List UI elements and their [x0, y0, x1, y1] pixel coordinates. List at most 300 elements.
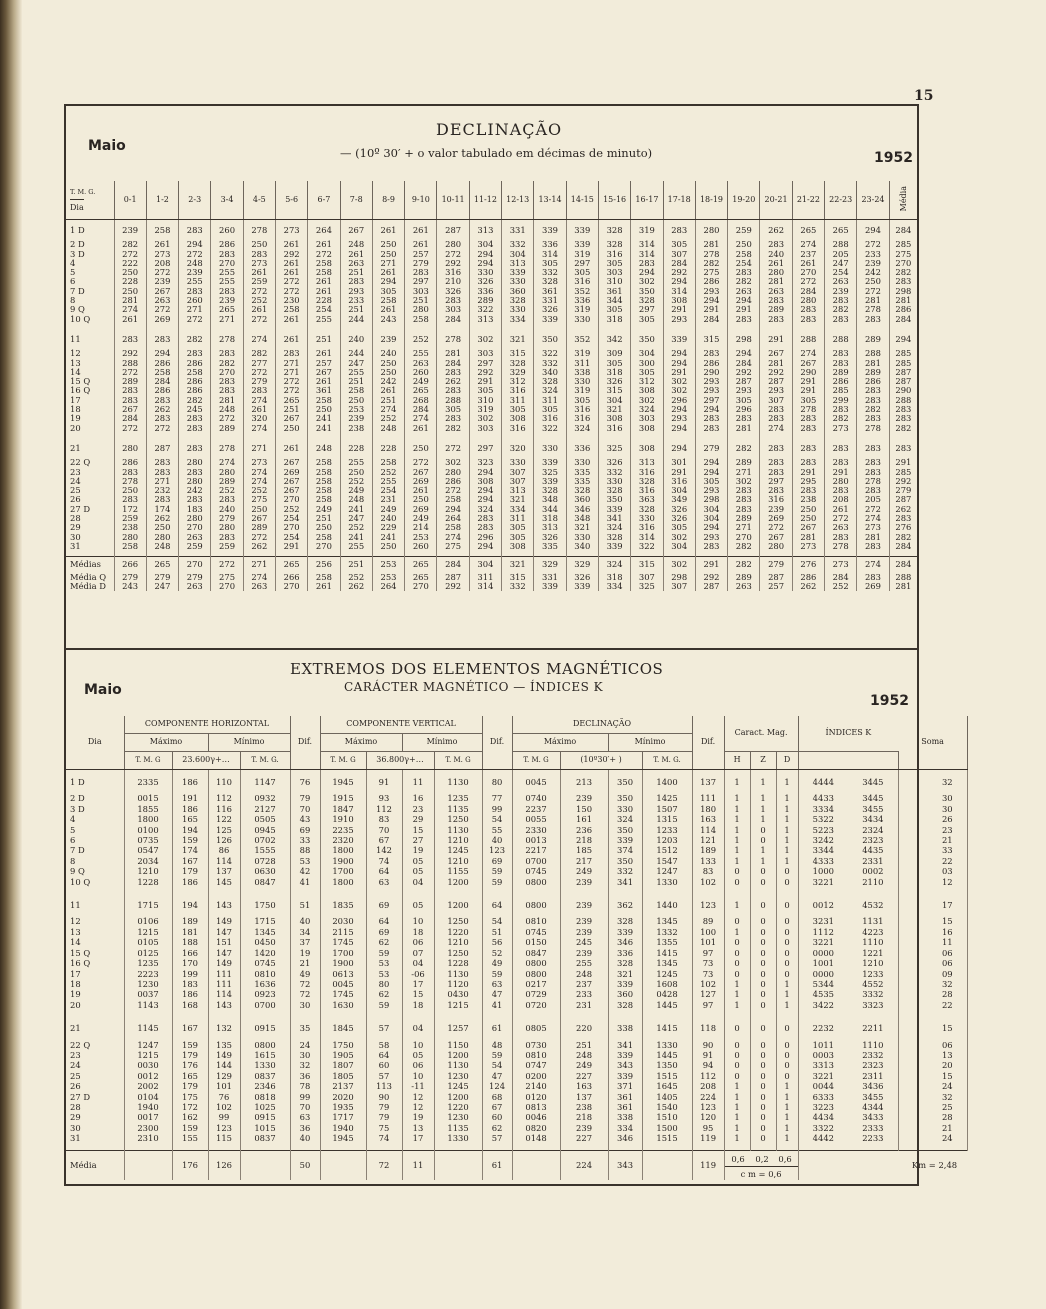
summary-value: 252: [340, 573, 372, 582]
hourly-value: 283: [179, 468, 211, 477]
hourly-value: 294: [469, 486, 501, 495]
hour-header: 17-18: [663, 181, 695, 220]
h-min-time: 0700: [240, 1000, 290, 1016]
hourly-value: 280: [114, 533, 146, 542]
h-max-value: 189: [172, 916, 208, 926]
day-label: 26: [66, 495, 114, 504]
daily-mean: 285: [895, 467, 912, 477]
k-index-2: 4532: [848, 893, 898, 916]
hourly-value: 330: [469, 268, 501, 277]
table-row: [66, 495, 917, 504]
hourly-value: 326: [469, 277, 501, 286]
v-max-value: 64: [366, 916, 402, 926]
summary-label: Média: [66, 1150, 124, 1180]
h-dif: 79: [290, 793, 320, 803]
h-max-time: 0104: [124, 1092, 172, 1102]
hourly-value: 232: [146, 486, 178, 495]
hourly-value: 294: [372, 277, 404, 286]
v-min-value: 06: [402, 1060, 434, 1070]
summary-value: 253: [372, 557, 404, 573]
hdr-d-max: Máximo: [512, 734, 608, 752]
hourly-value: 251: [340, 305, 372, 314]
k-soma: 09: [898, 969, 967, 979]
k-soma: 33: [898, 845, 967, 855]
hourly-value: 267: [243, 514, 275, 523]
hour-header: 23-24: [857, 181, 889, 220]
h-min-value: 102: [208, 1102, 240, 1112]
d-max-value: 217: [560, 856, 608, 866]
k-index-1: 4535: [812, 989, 834, 1000]
hourly-value: 282: [243, 349, 275, 358]
h-min-value: 143: [208, 893, 240, 916]
hourly-value: 322: [469, 305, 501, 314]
hourly-value: 269: [405, 477, 437, 486]
h-min-time: 0745: [240, 958, 290, 968]
d-max-value: 231: [560, 1000, 608, 1016]
day-label: 2 D: [66, 240, 114, 249]
k-index-1: 4434: [812, 1112, 834, 1123]
hourly-value: 272: [179, 315, 211, 329]
day-label: 21: [66, 1016, 124, 1039]
v-dif: 123: [482, 845, 512, 855]
hourly-value: 254: [825, 268, 857, 277]
d-max-value: 251: [560, 1040, 608, 1050]
h-dif: 41: [290, 877, 320, 893]
v-dif: 99: [482, 804, 512, 814]
day-label: 13: [66, 359, 114, 368]
hourly-value: 282: [728, 542, 760, 557]
d-min-time: 1355: [642, 937, 692, 947]
hourly-value: 308: [663, 296, 695, 305]
v-min-time: 1230: [434, 1112, 482, 1122]
hourly-value: 269: [275, 468, 307, 477]
hourly-value: 360: [566, 495, 598, 504]
d-min-value: 334: [608, 1123, 642, 1133]
hourly-value: 291: [663, 305, 695, 314]
hour-header: 12-13: [502, 181, 534, 220]
k-soma: 28: [898, 1112, 967, 1122]
k-index-1: 5223: [812, 824, 834, 835]
hourly-value: 261: [308, 277, 340, 286]
v-min-value: 05: [402, 1050, 434, 1060]
v-min-value: 05: [402, 866, 434, 876]
hourly-value: 270: [211, 368, 243, 377]
hourly-value: 258: [728, 250, 760, 259]
hourly-value: 318: [598, 315, 630, 329]
char-d: 0: [776, 958, 798, 968]
d-max-value: 249: [560, 866, 608, 876]
hourly-value: 340: [566, 542, 598, 557]
char-d: 1: [776, 835, 798, 845]
hourly-value: 272: [146, 268, 178, 277]
hourly-value: 265: [211, 305, 243, 314]
k-index-2: 3445: [848, 793, 898, 803]
summary-value: 253: [372, 573, 404, 582]
hourly-value: 242: [372, 377, 404, 386]
hourly-value: 248: [308, 438, 340, 458]
h-min-value: 143: [208, 1000, 240, 1016]
hourly-value: 278: [437, 329, 469, 349]
bottom-subtitle: CARÁCTER MAGNÉTICO — ÍNDICES K: [344, 680, 604, 694]
hourly-value: 330: [502, 277, 534, 286]
v-max-value: 79: [366, 1102, 402, 1112]
hourly-value: 283: [760, 458, 792, 467]
hourly-value: 294: [728, 349, 760, 358]
d-max-time: 0217: [512, 979, 560, 989]
hourly-value: 278: [857, 424, 889, 438]
hourly-value: 292: [663, 268, 695, 277]
k-index-2: 4344: [848, 1102, 898, 1112]
d-max-value: 239: [560, 893, 608, 916]
hourly-value: 297: [695, 396, 727, 405]
v-max-value: 58: [366, 1040, 402, 1050]
table-row: [66, 405, 917, 414]
hourly-value: 321: [502, 329, 534, 349]
d-max-time: 0800: [512, 958, 560, 968]
hourly-value: 305: [566, 396, 598, 405]
k-soma: 24: [898, 1133, 967, 1150]
hour-header: 8-9: [372, 181, 404, 220]
hour-header: 14-15: [566, 181, 598, 220]
hourly-value: 326: [663, 505, 695, 514]
hourly-value: 273: [857, 523, 889, 532]
hour-header: 5-6: [275, 181, 307, 220]
d-dif: 102: [692, 979, 724, 989]
hourly-value: 287: [760, 377, 792, 386]
hourly-value: 328: [566, 486, 598, 495]
daily-mean: 275: [895, 249, 912, 259]
hourly-value: 289: [114, 377, 146, 386]
k-index-2: 1110: [848, 1040, 898, 1050]
hour-header: 2-3: [179, 181, 211, 220]
hourly-value: 294: [469, 250, 501, 259]
h-max-time: 1215: [124, 927, 172, 937]
d-min-value: 338: [608, 1016, 642, 1039]
k-index-1: 0044: [812, 1081, 834, 1092]
hourly-value: 312: [502, 377, 534, 386]
hourly-value: 286: [179, 377, 211, 386]
hourly-value: 233: [857, 250, 889, 259]
hourly-value: 282: [825, 414, 857, 423]
v-dif: 69: [482, 856, 512, 866]
v-dif: 49: [482, 958, 512, 968]
hdr-h-tmg: T. M. G: [124, 752, 172, 770]
k-index-2: 1233: [848, 969, 898, 979]
h-dif: 78: [290, 1081, 320, 1091]
k-index-2: 2311: [848, 1071, 898, 1081]
table-row: [66, 386, 917, 395]
hourly-value: 284: [405, 405, 437, 414]
table-row: [66, 770, 967, 794]
hourly-value: 240: [340, 329, 372, 349]
d-dif: 119: [692, 1133, 724, 1150]
char-z: 0: [750, 1133, 776, 1150]
hourly-value: 294: [663, 405, 695, 414]
v-max-time: 2235: [320, 825, 366, 835]
day-label: 27 D: [66, 505, 114, 514]
hourly-value: 269: [405, 505, 437, 514]
char-z: 0: [750, 948, 776, 958]
d-min-time: 1400: [642, 770, 692, 794]
hourly-value: 249: [340, 486, 372, 495]
char-d: 1: [776, 1123, 798, 1133]
h-max-time: 1215: [124, 1050, 172, 1060]
v-min-value: 07: [402, 948, 434, 958]
hdr-v-base: 36.800γ+…: [366, 752, 434, 770]
char-h: 0: [724, 1060, 750, 1070]
h-min-value: 110: [208, 770, 240, 794]
k-index-1: 3242: [812, 835, 834, 846]
v-max-value: 59: [366, 1000, 402, 1016]
hourly-value: 271: [275, 368, 307, 377]
table-row: [66, 793, 967, 803]
hourly-value: 254: [275, 514, 307, 523]
hourly-value: 249: [372, 505, 404, 514]
hourly-value: 284: [728, 359, 760, 368]
hourly-value: 229: [372, 523, 404, 532]
hourly-value: 274: [211, 458, 243, 467]
hourly-value: 274: [243, 424, 275, 438]
day-label: 7 D: [66, 287, 114, 296]
hourly-value: 283: [405, 268, 437, 277]
k-index-1: 2232: [812, 1023, 834, 1034]
h-max-value: 179: [172, 866, 208, 876]
h-min-time: 0630: [240, 866, 290, 876]
hourly-value: 251: [340, 377, 372, 386]
v-min-value: 10: [402, 916, 434, 926]
hourly-value: 261: [275, 259, 307, 268]
hourly-value: 324: [534, 386, 566, 395]
char-d: 1: [776, 1081, 798, 1091]
d-max-time: 0013: [512, 835, 560, 845]
k-soma: 22: [898, 856, 967, 866]
hour-header: 22-23: [825, 181, 857, 220]
hdr-v-min: Mínimo: [402, 734, 482, 752]
hdr-comp-v: COMPONENTE VERTICAL: [320, 716, 482, 734]
k-index-1: 3221: [812, 1070, 834, 1081]
char-h: 1: [724, 835, 750, 845]
v-max-value: 79: [366, 1112, 402, 1122]
summary-value: 279: [179, 573, 211, 582]
hourly-value: 278: [695, 250, 727, 259]
d-dif: 123: [692, 1102, 724, 1112]
hourly-value: 339: [663, 329, 695, 349]
hourly-value: 230: [275, 296, 307, 305]
table-row: [66, 1000, 967, 1016]
hourly-value: 258: [340, 386, 372, 395]
hourly-value: 293: [663, 414, 695, 423]
hourly-value: 294: [146, 349, 178, 358]
d-min-value: 346: [608, 1133, 642, 1150]
hourly-value: 272: [146, 305, 178, 314]
char-z: 0: [750, 1092, 776, 1102]
summary-mean: 284: [889, 557, 917, 573]
v-min-time: 1210: [434, 937, 482, 947]
hdr-caract: Caract. Mag.: [724, 716, 798, 752]
hourly-value: 322: [534, 424, 566, 438]
hourly-value: 280: [211, 468, 243, 477]
v-min-time: 1130: [434, 1060, 482, 1070]
hourly-value: 250: [372, 240, 404, 249]
hourly-value: 330: [502, 305, 534, 314]
d-min-value: 328: [608, 958, 642, 968]
hourly-value: 248: [146, 542, 178, 557]
hour-header: 18-19: [695, 181, 727, 220]
hdr-d-tmg2: T. M. G.: [642, 752, 692, 770]
hourly-value: 283: [857, 438, 889, 458]
hourly-value: 265: [825, 220, 857, 241]
hourly-value: 283: [760, 240, 792, 249]
hourly-value: 291: [275, 542, 307, 557]
hourly-value: 316: [631, 523, 663, 532]
hourly-value: 287: [728, 377, 760, 386]
h-max-value: 165: [172, 1071, 208, 1081]
hourly-value: 292: [275, 250, 307, 259]
v-dif: 59: [482, 866, 512, 876]
day-label: 3 D: [66, 804, 124, 814]
day-label: 8: [66, 856, 124, 866]
h-max-time: 0037: [124, 989, 172, 999]
hourly-value: 324: [631, 405, 663, 414]
day-label: 8: [66, 296, 114, 305]
hourly-value: 310: [469, 396, 501, 405]
day-label: 11: [66, 329, 114, 349]
summary-value: 271: [243, 557, 275, 573]
character-means: [725, 1154, 798, 1164]
hourly-value: 283: [760, 414, 792, 423]
hourly-value: 280: [695, 220, 727, 241]
hourly-value: 251: [405, 296, 437, 305]
daily-mean: 294: [895, 333, 912, 344]
v-dif: 54: [482, 1060, 512, 1070]
d-dif: 224: [692, 1092, 724, 1102]
hourly-value: 283: [211, 250, 243, 259]
hdr-decl: DECLINAÇÃO: [512, 716, 692, 734]
h-max-value: 172: [172, 1102, 208, 1112]
table-row: [66, 989, 967, 999]
hourly-value: 270: [792, 268, 824, 277]
hourly-value: 238: [114, 523, 146, 532]
d-dif: 121: [692, 835, 724, 845]
hourly-value: 280: [114, 438, 146, 458]
hourly-value: 250: [146, 523, 178, 532]
k-index-2: 2323: [848, 1060, 898, 1070]
hourly-value: 330: [566, 377, 598, 386]
hourly-value: 295: [792, 477, 824, 486]
hourly-value: 261: [243, 305, 275, 314]
d-min-time: 1445: [642, 1050, 692, 1060]
summary-value: 270: [211, 582, 243, 591]
hourly-value: 294: [663, 359, 695, 368]
h-min-value: 111: [208, 979, 240, 989]
h-dif: 69: [290, 825, 320, 835]
summary-value: 326: [566, 573, 598, 582]
char-z: 0: [750, 1060, 776, 1070]
hourly-value: 283: [792, 424, 824, 438]
hourly-value: 321: [566, 523, 598, 532]
summary-label: Médias: [66, 557, 114, 573]
hour-header: 20-21: [760, 181, 792, 220]
summary-value: 334: [598, 582, 630, 591]
hourly-value: 334: [502, 505, 534, 514]
daily-mean: 276: [895, 523, 912, 533]
h-max-time: 0106: [124, 916, 172, 926]
hourly-value: 313: [502, 486, 534, 495]
table-row: [66, 315, 917, 329]
hourly-value: 316: [534, 414, 566, 423]
daily-mean: 298: [895, 286, 912, 296]
hourly-value: 205: [825, 250, 857, 259]
hourly-value: 316: [502, 386, 534, 395]
v-min-value: 10: [402, 1071, 434, 1081]
k-soma: 21: [898, 835, 967, 845]
table-row: [66, 414, 917, 423]
h-min-time: 0945: [240, 825, 290, 835]
hourly-value: 304: [469, 240, 501, 249]
hourly-value: 250: [372, 359, 404, 368]
h-dif: 42: [290, 866, 320, 876]
day-label: 4: [66, 259, 114, 268]
v-max-value: 62: [366, 937, 402, 947]
h-min-value: 149: [208, 916, 240, 926]
hourly-value: 283: [760, 405, 792, 414]
hourly-value: 328: [631, 477, 663, 486]
char-d: 0: [776, 866, 798, 876]
hourly-value: 305: [502, 523, 534, 532]
d-min-time: 1415: [642, 948, 692, 958]
page-number: 15: [914, 88, 934, 104]
hourly-value: 258: [308, 477, 340, 486]
char-z: 1: [750, 804, 776, 814]
h-min-value: 114: [208, 989, 240, 999]
hourly-value: 315: [502, 349, 534, 358]
v-max-value: 74: [366, 856, 402, 866]
hourly-value: 289: [469, 296, 501, 305]
k-soma: 13: [898, 1050, 967, 1060]
h-min-value: 147: [208, 948, 240, 958]
hourly-value: 363: [631, 495, 663, 504]
hourly-value: 308: [631, 438, 663, 458]
h-max-value: 162: [172, 1112, 208, 1122]
hourly-value: 319: [566, 349, 598, 358]
char-d: 0: [776, 948, 798, 958]
hourly-value: 304: [663, 542, 695, 557]
daily-mean: 284: [895, 314, 912, 324]
v-dif: 63: [482, 979, 512, 989]
hourly-value: 252: [340, 523, 372, 532]
hourly-value: 283: [243, 250, 275, 259]
v-max-value: 69: [366, 927, 402, 937]
hour-header: 19-20: [728, 181, 760, 220]
d-min-value: 336: [608, 948, 642, 958]
d-min-value: 339: [608, 1050, 642, 1060]
h-dif: 19: [290, 948, 320, 958]
h-dif: 40: [290, 1133, 320, 1150]
summary-value: 329: [566, 557, 598, 573]
summary-value: 256: [308, 557, 340, 573]
d-min-time: 1540: [642, 1102, 692, 1112]
d-max-time: 2140: [512, 1081, 560, 1091]
hourly-value: 249: [405, 514, 437, 523]
hourly-value: 283: [728, 414, 760, 423]
summary-km: Km = 2,48: [798, 1150, 967, 1180]
char-d: 0: [776, 1016, 798, 1039]
summary-value: 332: [502, 582, 534, 591]
summary-value: 251: [340, 557, 372, 573]
hourly-value: 328: [534, 377, 566, 386]
v-min-value: 17: [402, 979, 434, 989]
v-dif: 55: [482, 825, 512, 835]
